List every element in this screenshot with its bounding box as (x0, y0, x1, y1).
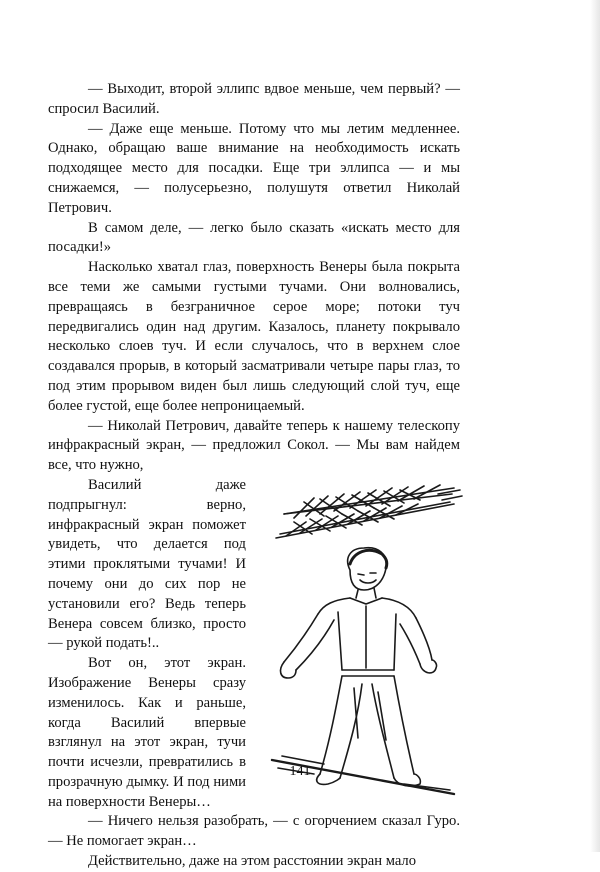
scan-edge-shadow (590, 0, 600, 852)
paragraph: — Выходит, второй эллипс вдвое меньше, чем первый? — спросил Василий. (48, 81, 460, 117)
body-text (48, 80, 460, 872)
paragraph: Вот он, этот экран. Изображение Венеры сразу изменилось. Как и раньше, когда Василий впервые взглянул на этот экран, тучи почти исчезли, превратились в прозрачную дымку. И под ними на поверхности Венеры… (48, 655, 246, 810)
paragraph: В самом деле, — легко было сказать «искать место для посадки!» (48, 219, 460, 256)
paragraph: Василий даже подпрыгнул: верно, инфракрасный экран поможет увидеть, что делается под этими проклятыми тучами! И почему они до сих пор не установили его? Ведь теперь Венера совсем близко, просто — рукой подать!.. (48, 476, 246, 652)
paragraph: Действительно, даже на этом расстоянии экран мало (88, 853, 417, 870)
page-number: 141 (289, 764, 311, 779)
paragraph: — Николай Петрович, давайте теперь к нашему телескопу инфракрасный экран, — предложил Сокол. — Мы вам найдем все, что нужно, (48, 417, 460, 474)
paragraph: — Даже еще меньше. Потому что мы летим медленнее. Однако, обращаю ваше внимание на необходимость искать подходящее место для посадки. Еще три эллипса — и мы снижаемся, — полусерьезно, полушутя ответил Николай Петрович. (48, 120, 460, 216)
paragraph: — Ничего нельзя разобрать, — с огорчением сказал Гуро. — Не помогает экран… (48, 813, 460, 850)
man-with-net-illustration (254, 478, 466, 796)
man-with-net-icon (254, 478, 466, 796)
paragraph: Насколько хватал глаз, поверхность Венеры была покрыта все теми же самыми густыми тучами. Они волновались, превращаясь в безграничное серое море; потоки туч передвигались один над другим. Казалось, планету покрывало несколько слоев туч. И если случалось, что в верхнем слое создавался прорыв, в который засматривали четыре пары глаз, то под этим прорывом виден был лишь следующий слой туч, еще более густой, еще более непроницаемый. (48, 259, 460, 414)
